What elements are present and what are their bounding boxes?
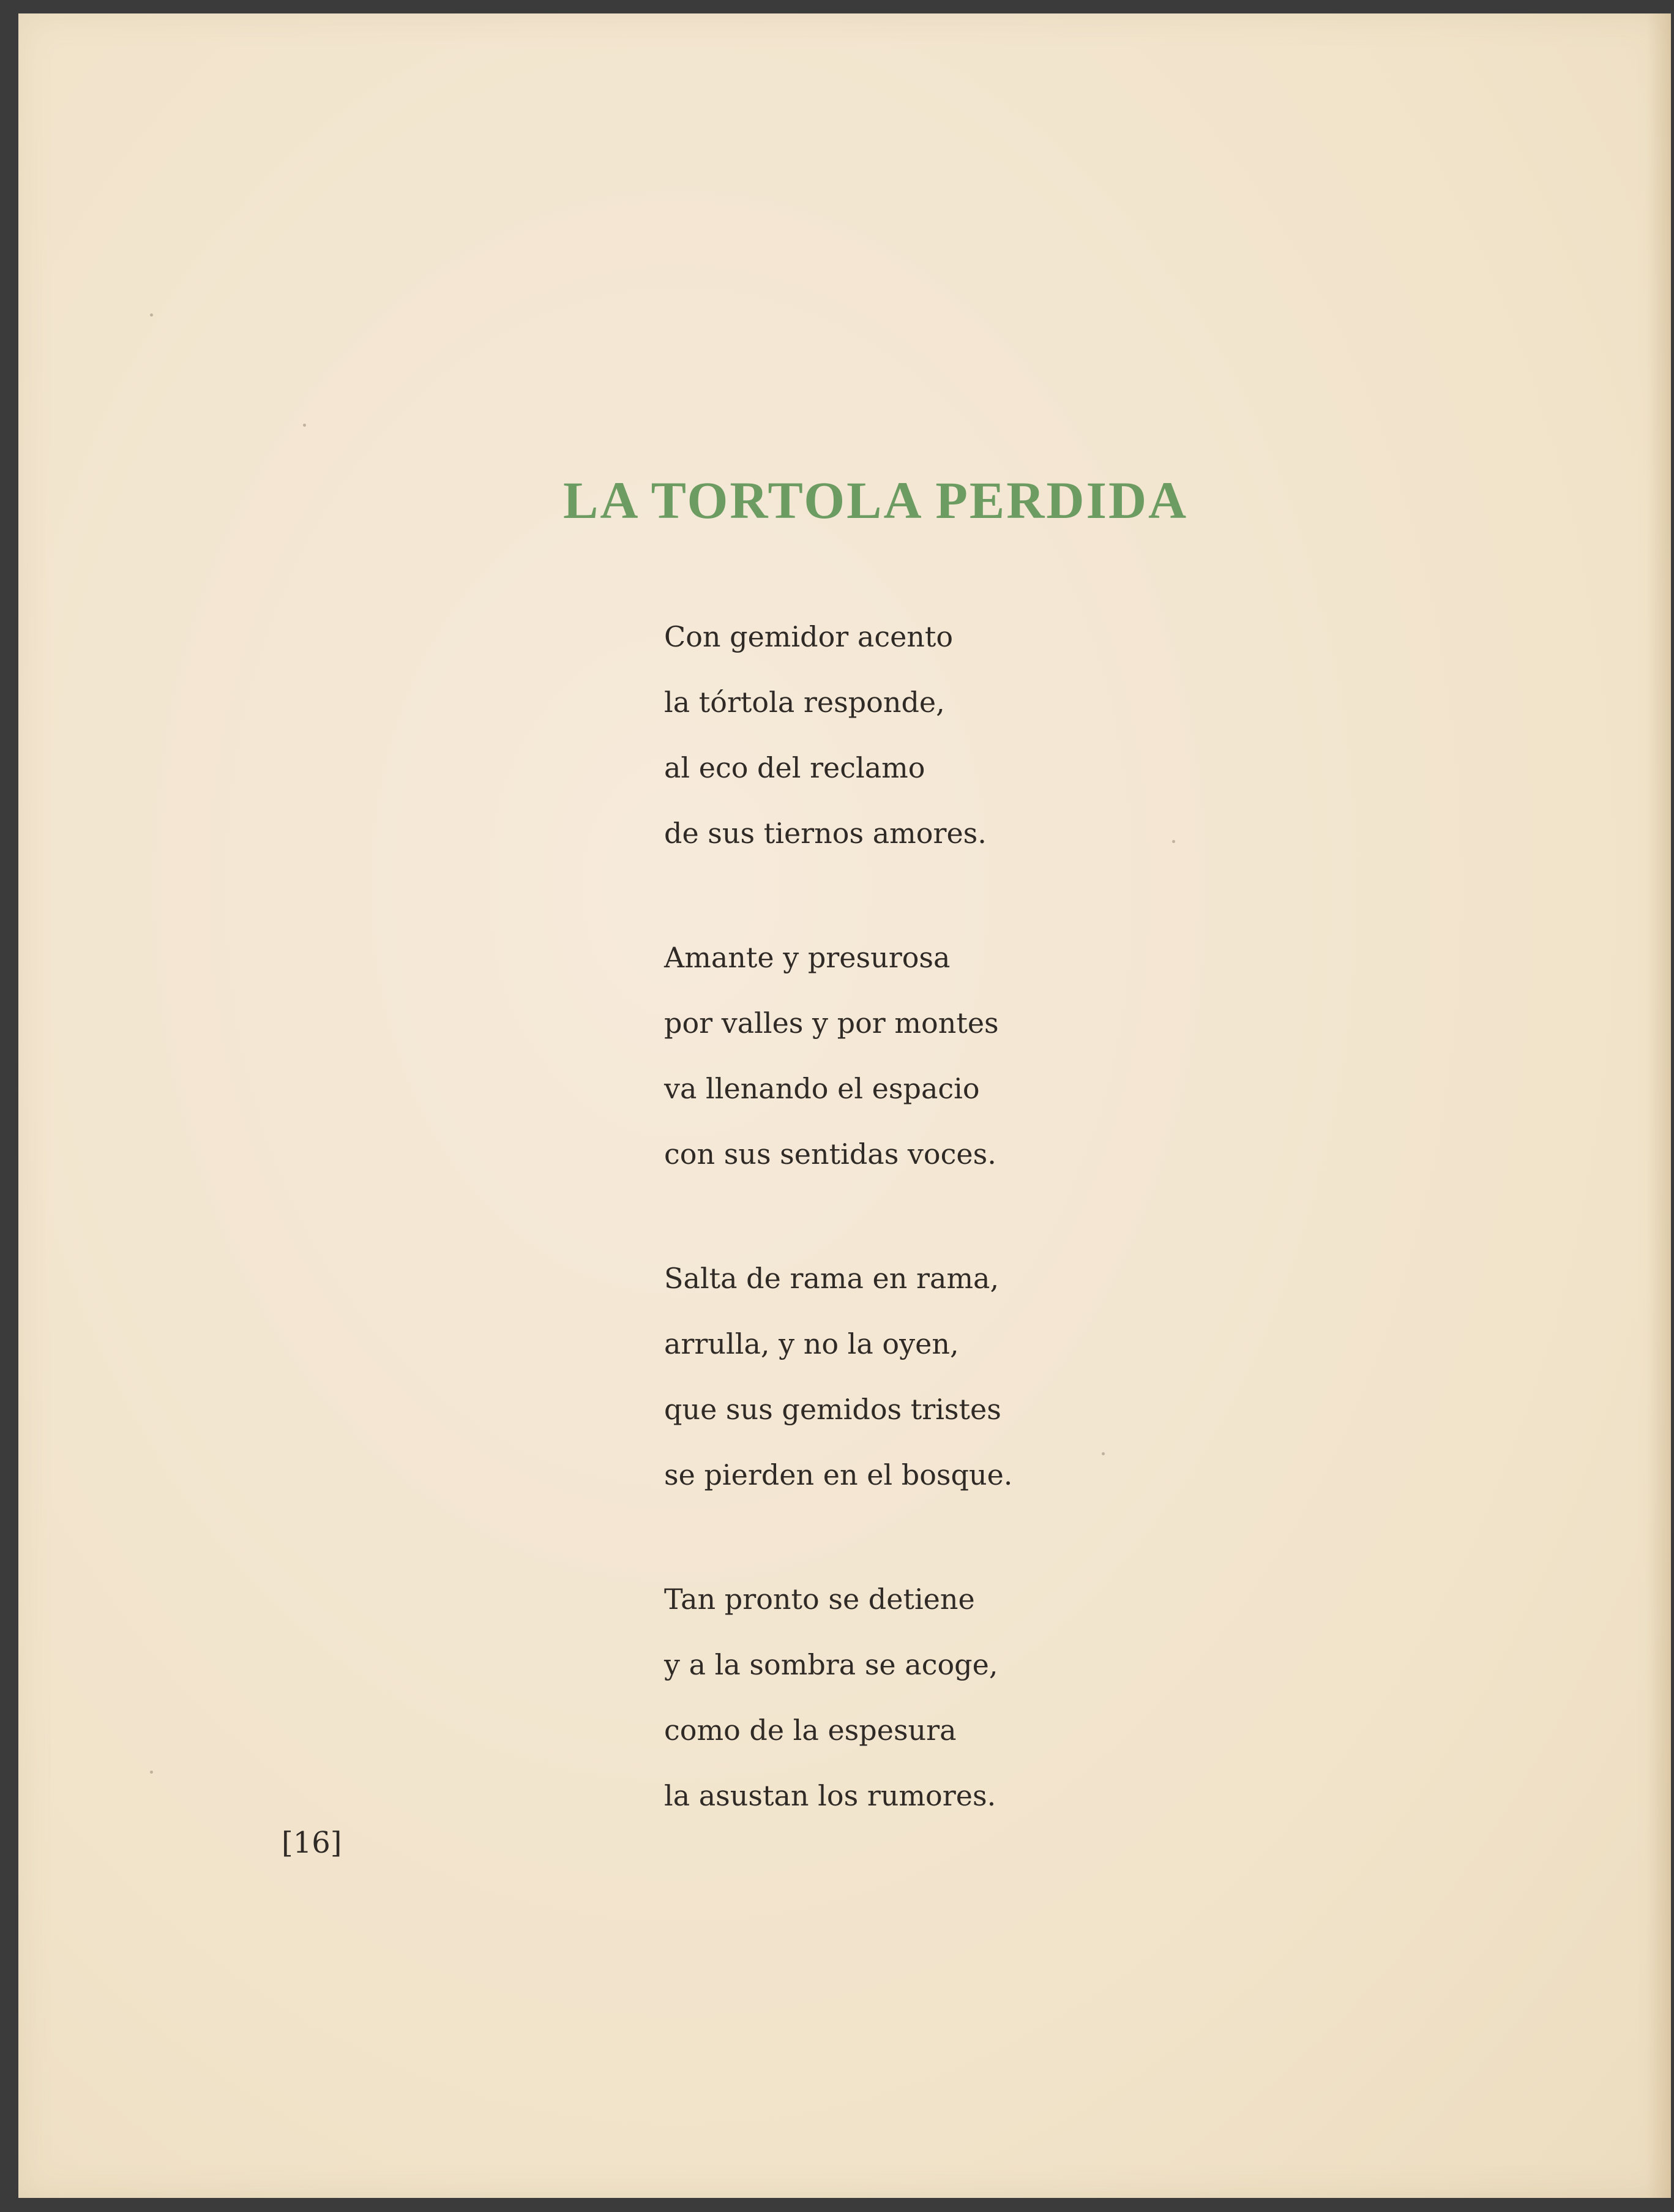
paper-speck: [303, 424, 306, 427]
poem-line: y a la sombra se acoge,: [664, 1648, 998, 1681]
book-page: [18, 13, 1671, 2198]
poem-line: arrulla, y no la oyen,: [664, 1327, 959, 1360]
stanza-1: [664, 604, 1215, 866]
page-number: [16]: [282, 1826, 342, 1860]
poem-line: Tan pronto se detiene: [664, 1583, 975, 1616]
poem-line: la tórtola responde,: [664, 686, 945, 719]
poem-line: se pierden en el bosque.: [664, 1458, 1013, 1491]
poem-title: LA TORTOLA PERDIDA: [563, 471, 1189, 530]
poem-line: va llenando el espacio: [664, 1072, 980, 1105]
poem-line: como de la espesura: [664, 1714, 957, 1747]
page-edge-shadow: [1646, 13, 1671, 2198]
poem-line: al eco del reclamo: [664, 751, 925, 784]
paper-speck: [150, 1771, 153, 1774]
poem-body: [664, 604, 1215, 1888]
poem-line: con sus sentidas voces.: [664, 1138, 996, 1171]
poem-line: Amante y presurosa: [664, 941, 951, 974]
poem-line: la asustan los rumores.: [664, 1779, 996, 1812]
poem-line: de sus tiernos amores.: [664, 817, 987, 850]
poem-line: Con gemidor acento: [664, 620, 954, 653]
stanza-3: [664, 1246, 1215, 1508]
poem-line: que sus gemidos tristes: [664, 1393, 1001, 1426]
stanza-4: [664, 1567, 1215, 1829]
poem-line: Salta de rama en rama,: [664, 1262, 1000, 1295]
stanza-2: [664, 925, 1215, 1187]
poem-line: por valles y por montes: [664, 1007, 999, 1040]
paper-speck: [150, 313, 153, 317]
